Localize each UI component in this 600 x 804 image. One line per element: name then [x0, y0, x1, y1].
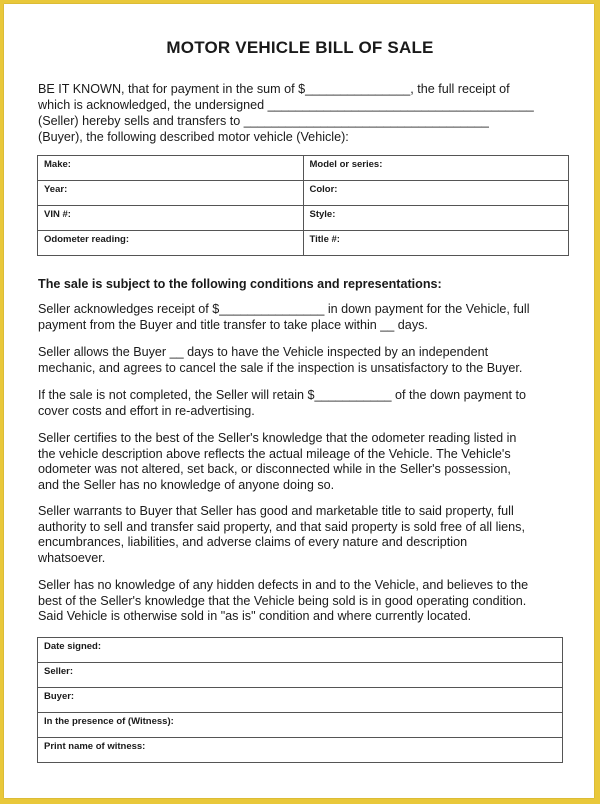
table-row	[38, 663, 563, 688]
paragraph-down-payment	[38, 302, 568, 333]
field-odometer[interactable]: Odometer reading:	[38, 231, 304, 256]
field-color[interactable]: Color:	[303, 181, 569, 206]
paragraph-odometer	[38, 431, 568, 493]
paragraph-line: Seller allows the Buyer __ days to have the Vehicle inspected by an independent	[38, 345, 489, 359]
paragraph-defects	[38, 578, 568, 625]
intro-line: (Seller) hereby sells and transfers to ___________________________________	[38, 114, 489, 128]
field-seller-signature[interactable]: Seller:	[38, 663, 563, 688]
vehicle-details-table	[37, 155, 569, 256]
paragraph-line: and the Seller has no knowledge of anyone doing so.	[38, 477, 335, 492]
field-witness-name[interactable]: Print name of witness:	[38, 738, 563, 763]
paragraph-line: payment from the Buyer and title transfer to take place within __ days.	[38, 317, 428, 332]
intro-line: (Buyer), the following described motor vehicle (Vehicle):	[38, 130, 349, 144]
table-row	[38, 206, 569, 231]
table-row	[38, 688, 563, 713]
field-model[interactable]: Model or series:	[303, 156, 569, 181]
field-year[interactable]: Year:	[38, 181, 304, 206]
paragraph-line: Seller warrants to Buyer that Seller has good and marketable title to said property, full	[38, 504, 514, 518]
paragraph-retention	[38, 388, 568, 419]
paragraph-line: Seller has no knowledge of any hidden defects in and to the Vehicle, and believes to the	[38, 578, 529, 592]
paragraph-line: the vehicle description above reflects the actual mileage of the Vehicle. The Vehicle's	[38, 446, 511, 461]
paragraph-title-warranty	[38, 504, 568, 566]
paragraph-line: If the sale is not completed, the Seller will retain $___________ of the down payment to	[38, 388, 526, 402]
field-date-signed[interactable]: Date signed:	[38, 638, 563, 663]
signature-table	[37, 637, 563, 763]
paragraph-line: cover costs and effort in re-advertising.	[38, 403, 255, 418]
paragraph-line: whatsoever.	[38, 550, 106, 565]
paragraph-line: mechanic, and agrees to cancel the sale if the inspection is unsatisfactory to the Buyer.	[38, 360, 523, 375]
conditions-heading: The sale is subject to the following conditions and representations:	[38, 277, 442, 291]
paragraph-inspection	[38, 345, 568, 376]
paragraph-line: Seller certifies to the best of the Seller's knowledge that the odometer reading listed in	[38, 431, 517, 445]
table-row	[38, 181, 569, 206]
intro-line: BE IT KNOWN, that for payment in the sum of $_______________, the full receipt of	[38, 82, 510, 96]
paragraph-line: encumbrances, liabilities, and adverse claims of every nature and description	[38, 535, 468, 550]
paragraph-line: Said Vehicle is otherwise sold in "as is" condition and where currently located.	[38, 609, 472, 624]
intro-paragraph	[38, 81, 568, 145]
field-make[interactable]: Make:	[38, 156, 304, 181]
paragraph-line: authority to sell and transfer said property, and that said property is sold free of all liens,	[38, 519, 525, 534]
document-title: MOTOR VEHICLE BILL OF SALE	[166, 38, 434, 57]
table-row	[38, 738, 563, 763]
field-vin[interactable]: VIN #:	[38, 206, 304, 231]
paragraph-line: odometer was not altered, set back, or disconnected while in the Seller's possession,	[38, 462, 511, 477]
field-buyer-signature[interactable]: Buyer:	[38, 688, 563, 713]
paragraph-line: Seller acknowledges receipt of $_______________ in down payment for the Vehicle, full	[38, 302, 530, 316]
table-row	[38, 638, 563, 663]
table-row	[38, 231, 569, 256]
field-title-number[interactable]: Title #:	[303, 231, 569, 256]
field-witness-signature[interactable]: In the presence of (Witness):	[38, 713, 563, 738]
table-row	[38, 156, 569, 181]
intro-line: which is acknowledged, the undersigned ______________________________________	[38, 98, 534, 112]
paragraph-line: best of the Seller's knowledge that the Vehicle being sold is in good operating condition.	[38, 593, 527, 608]
table-row	[38, 713, 563, 738]
field-style[interactable]: Style:	[303, 206, 569, 231]
